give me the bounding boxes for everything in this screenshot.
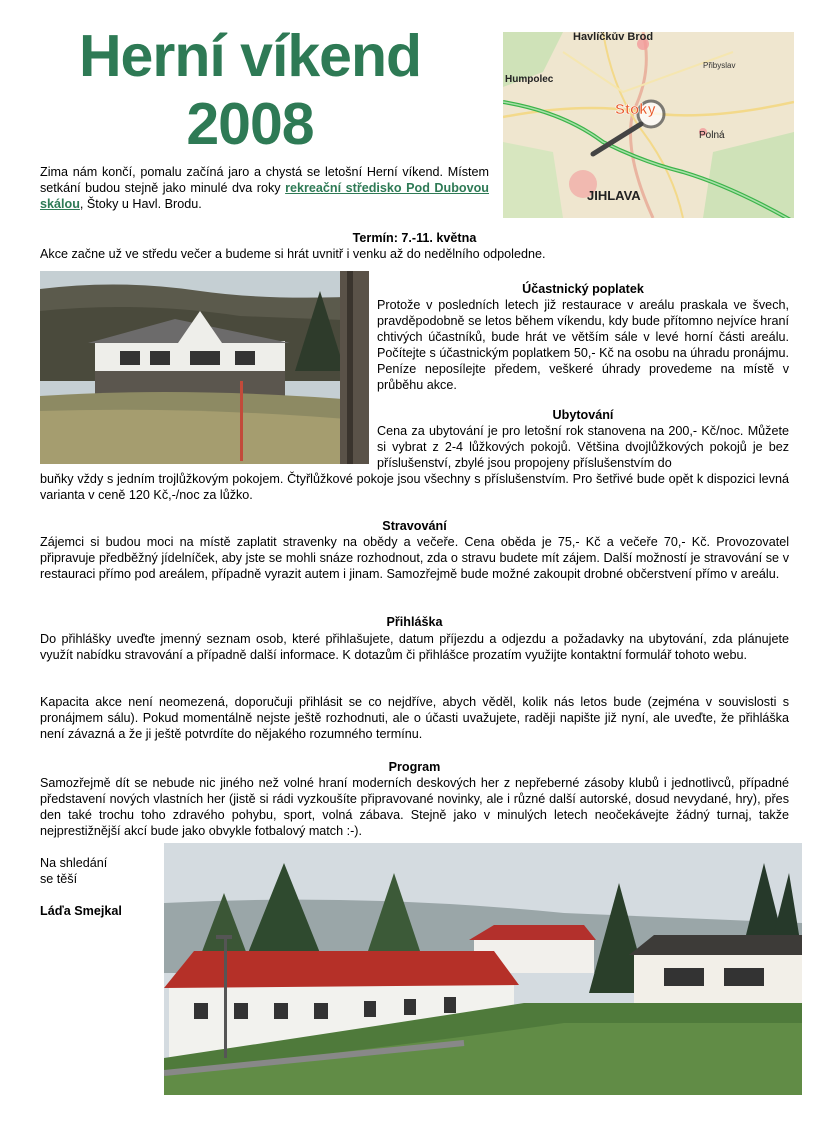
intro-text-end: , Štoky u Havl. Brodu. [79, 197, 202, 211]
resort-photo [164, 843, 802, 1095]
termin-text: Akce začne už ve středu večer a budeme si hrát uvnitř i venku až do nedělního odpoledne. [40, 247, 546, 261]
venue-link[interactable]: rekreační středisko Pod Dubovou skálou [40, 181, 489, 211]
termin-heading: Termín: 7.-11. května [352, 231, 477, 245]
program-text: Samozřejmě dít se nebude nic jiného než volné hraní moderních deskových her z nepřeberné zásoby klubů i jednotlivců, případné představení nových vlastních her (jistě si rádi vyzkoušíte připravované novinky, ale i různé další autorské, dosud nevydané, hry), přes den také trochu toho zdravého pohybu, sport, volná zábava. Stejně jako v minulých letech neočekávejte žádný turnaj, takže nejprestižnější akcí bude jako obvykle fotbalový match :-). [40, 776, 789, 838]
map-label-havlickuv: Havlíčkův Brod [573, 32, 654, 43]
map-label-jihlava: JIHLAVA [587, 188, 641, 203]
signoff-line-1: Na shledání [40, 856, 108, 870]
prihlaska-text-1: Do přihlášky uveďte jmenný seznam osob, které přihlašujete, datum příjezdu a odjezdu a požadavky na ubytování, zda plánujete využít nabídku stravování a případně další informace. K dotazům či přihlášce prozatím využijte kontaktní formulář tohoto webu. [40, 632, 789, 662]
program-heading: Program [388, 760, 441, 774]
ubytovani-text-a: Cena za ubytování je pro letošní rok stanovena na 200,- Kč/noc. Můžete si vybrat z 2-4 lůžkových pokojů. Většina dvojlůžkových pokojů je bez příslušenství, zbylé jsou propojeny příslušenstvím do [377, 424, 789, 470]
poplatek-text: Protože v posledních letech již restaurace v areálu praskala ve švech, pravděpodobně se letos během víkendu, kdy bude přítomno nejvíce hraní chtivých účastníků, bude hrát ve větším sále v levé horní části areálu. Počítejte s účastnickým poplatkem 50,- Kč na osobu na úhradu pronájmu. Peníze neposílejte předem, veškeré úhrady provedeme na místě v průběhu akce. [377, 298, 789, 392]
prihlaska-heading: Přihláška [386, 615, 443, 629]
map-label-polna: Polná [699, 130, 725, 141]
map-label-humpolec: Humpolec [505, 74, 554, 85]
page-title [40, 22, 460, 158]
signoff-name: Láďa Smejkal [40, 904, 122, 918]
intro-text: Zima nám končí, pomalu začíná jaro a chystá se letošní Herní víkend. Místem setkání budou stejně jako minulé dva roky [40, 165, 489, 195]
title-line-2: 2008 [186, 91, 314, 157]
stravovani-text: Zájemci si budou moci na místě zaplatit stravenky na obědy a večeře. Cena oběda je 75,- Kč a večeře 70,- Kč. Provozovatel připravuje předběžný jídelníček, aby jste se mohli snáze rozhodnout, zda o stravu budete mít zájem. Další možností je stravování se v restauraci přímo pod areálem, případně vyrazit autem i jinam. Samozřejmě bude možné zakoupit drobné občerstvení přímo v areálu. [40, 535, 789, 581]
map-label-stoky: Stoky [615, 101, 656, 118]
intro-paragraph [40, 164, 489, 212]
signoff-line-2: se těší [40, 872, 78, 886]
title-line-1: Herní víkend [78, 23, 422, 89]
map-label-pribyslav: Přibyslav [703, 61, 736, 70]
prihlaska-text-2: Kapacita akce není neomezená, doporučuji přihlásit se co nejdříve, abych věděl, kolik nás letos bude (zejména v souvislosti s pronájmem sálu). Pokud momentálně nejste ještě rozhodnuti, ale o účasti uvažujete, raději napište již nyní, ale uveďte, že přihláška není závazná a že ji ještě potvrdíte do nějakého rozumného termínu. [40, 695, 789, 741]
map-graphic [503, 32, 794, 218]
poplatek-heading: Účastnický poplatek [522, 282, 644, 296]
ubytovani-text-b: buňky vždy s jedním trojlůžkovým pokojem. Čtyřlůžkové pokoje jsou všechny s příslušenstvím. Pro šetřivé bude opět k dispozici levná varianta v ceně 120 Kč,-/noc za lůžko. [40, 472, 789, 502]
cottage-photo [40, 271, 369, 464]
location-map [503, 32, 794, 218]
stravovani-heading: Stravování [382, 519, 447, 533]
ubytovani-heading: Ubytování [552, 408, 614, 422]
